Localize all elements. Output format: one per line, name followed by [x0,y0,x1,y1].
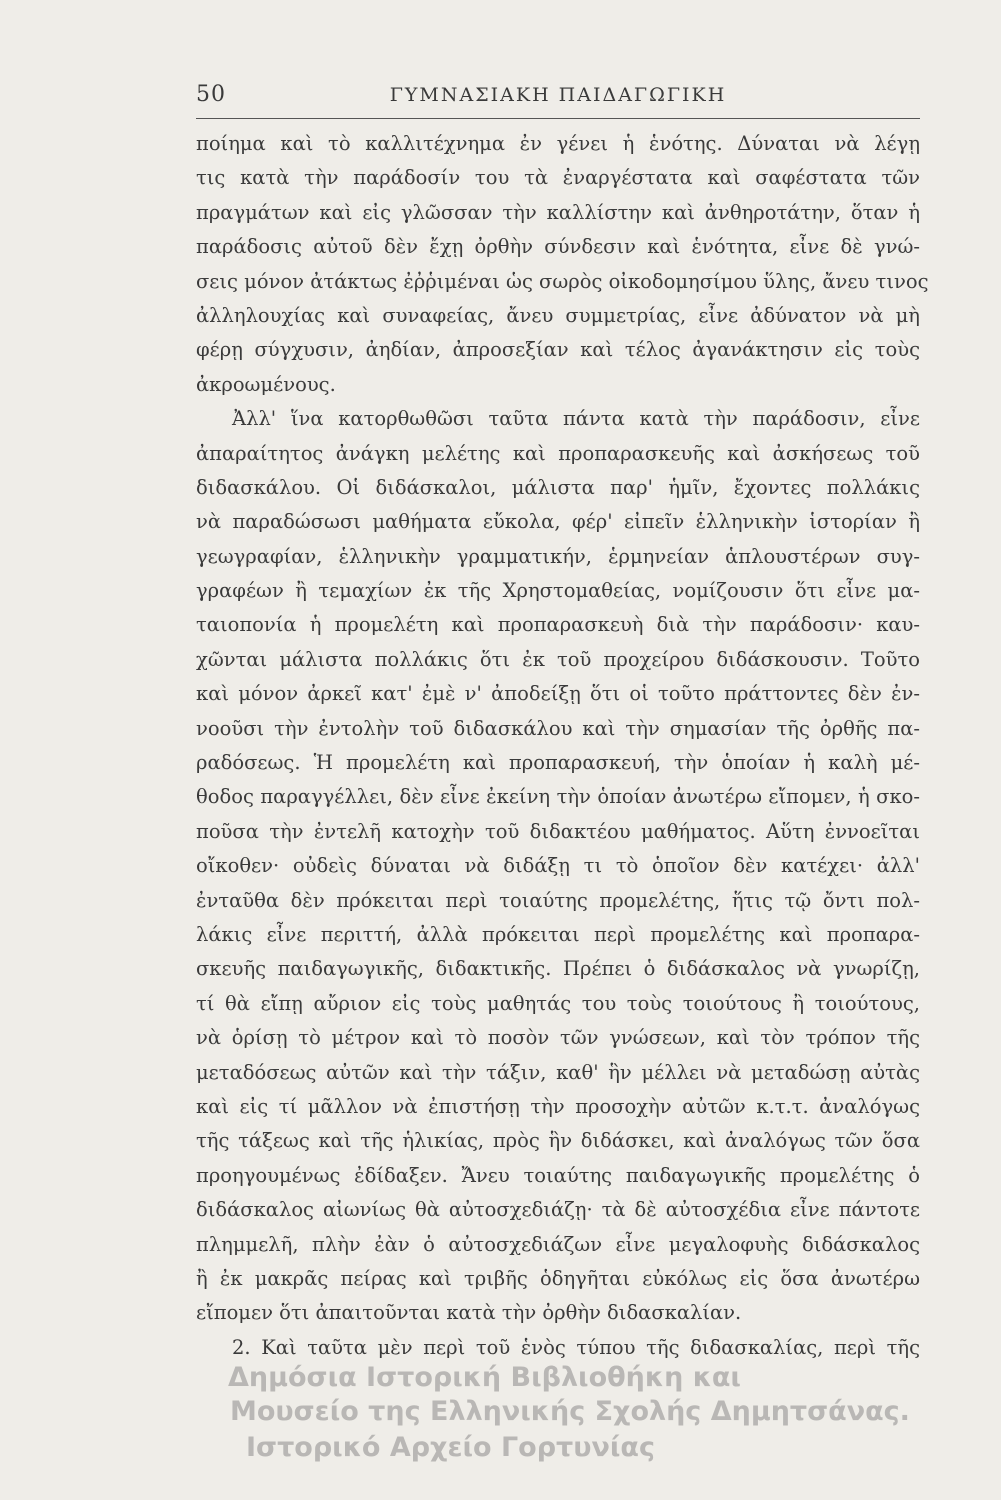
text-line: καὶ μόνον ἀρκεῖ κατ' ἐμὲ ν' ἀποδείξῃ ὅτι οἱ τοῦτο πράττοντες δὲν ἐν- [196,682,920,706]
text-line: χῶνται μάλιστα πολλάκις ὅτι ἐκ τοῦ προχείρου διδάσκουσιν. Τοῦτο [196,647,920,671]
text-line: πραγμάτων καὶ εἰς γλῶσσαν τὴν καλλίστην καὶ ἀνθηροτάτην, ὅταν ἡ [196,200,920,224]
watermark-line: Ιστορικό Αρχείο Γορτυνίας [246,1432,655,1463]
running-title: ΓΥΜΝΑΣΙΑΚΗ ΠΑΙΔΑΓΩΓΙΚΗ [389,84,727,106]
text-line: 2. Καὶ ταῦτα μὲν περὶ τοῦ ἑνὸς τύπου τῆς διδασκαλίας, περὶ τῆς [232,1335,920,1359]
text-line: νὰ ὁρίσῃ τὸ μέτρον καὶ τὸ ποσὸν τῶν γνώσεων, καὶ τὸν τρόπον τῆς [196,1026,920,1050]
text-line: ραδόσεως. Ἡ προμελέτη καὶ προπαρασκευή, τὴν ὁποίαν ἡ καλὴ μέ- [196,751,920,775]
text-line: πλημμελῆ, πλὴν ἐὰν ὁ αὐτοσχεδιάζων εἶνε μεγαλοφυὴς διδάσκαλος [196,1232,920,1256]
text-line: σκευῆς παιδαγωγικῆς, διδακτικῆς. Πρέπει ὁ διδάσκαλος νὰ γνωρίζῃ, [196,957,920,981]
page-header [196,82,920,119]
text-line: ἐνταῦθα δὲν πρόκειται περὶ τοιαύτης προμελέτης, ἥτις τῷ ὄντι πολ- [196,888,920,912]
text-line: λάκις εἶνε περιττή, ἀλλὰ πρόκειται περὶ προμελέτης καὶ προπαρα- [196,922,920,946]
text-line: διδάσκαλος αἰωνίως θὰ αὐτοσχεδιάζῃ· τὰ δὲ αὐτοσχέδια εἶνε πάντοτε [196,1198,920,1222]
text-line: ἀκροωμένους. [196,372,336,396]
text-line: Ἀλλ' ἵνα κατορθωθῶσι ταῦτα πάντα κατὰ τὴν παράδοσιν, εἶνε [232,407,920,431]
text-line: ποίημα καὶ τὸ καλλιτέχνημα ἐν γένει ἡ ἑνότης. Δύναται νὰ λέγῃ [196,132,920,155]
watermark-line: Μουσείο της Ελληνικής Σχολής Δημητσάνας. [230,1396,910,1427]
text-line: ταιοπονία ἡ προμελέτη καὶ προπαρασκευὴ διὰ τὴν παράδοσιν· καυ- [196,613,920,637]
text-line: μεταδόσεως αὐτῶν καὶ τὴν τάξιν, καθ' ἣν μέλλει νὰ μεταδώσῃ αὐτὰς [196,1060,920,1084]
text-line: φέρῃ σύγχυσιν, ἀηδίαν, ἀπροσεξίαν καὶ τέλος ἀγανάκτησιν εἰς τοὺς [196,338,920,362]
text-line: ἀπαραίτητος ἀνάγκη μελέτης καὶ προπαρασκευῆς καὶ ἀσκήσεως τοῦ [196,441,920,465]
page-number: 50 [196,82,226,107]
text-line: τις κατὰ τὴν παράδοσίν του τὰ ἐναργέστατα καὶ σαφέστατα τῶν [196,166,920,190]
text-line: ποῦσα τὴν ἐντελῆ κατοχὴν τοῦ διδακτέου μαθήματος. Αὕτη ἐννοεῖται [196,819,920,843]
text-line: προηγουμένως ἐδίδαξεν. Ἄνευ τοιαύτης παιδαγωγικῆς προμελέτης ὁ [196,1163,920,1187]
text-line: νὰ παραδώσωσι μαθήματα εὔκολα, φέρ' εἰπεῖν ἑλληνικὴν ἱστορίαν ἢ [196,510,920,534]
watermark-line: Δημόσια Ιστορική Βιβλιοθήκη και [228,1362,741,1393]
text-line: γραφέων ἢ τεμαχίων ἐκ τῆς Χρηστομαθείας, νομίζουσιν ὅτι εἶνε μα- [196,579,920,603]
text-line: καὶ εἰς τί μᾶλλον νὰ ἐπιστήσῃ τὴν προσοχὴν αὐτῶν κ.τ.τ. ἀναλόγως [196,1094,920,1118]
text-line: διδασκάλου. Οἱ διδάσκαλοι, μάλιστα παρ' ἡμῖν, ἔχοντες πολλάκις [196,475,920,499]
text-line: ἢ ἐκ μακρᾶς πείρας καὶ τριβῆς ὁδηγῆται εὐκόλως εἰς ὅσα ἀνωτέρω [196,1266,920,1290]
text-line: τί θὰ εἴπῃ αὔριον εἰς τοὺς μαθητάς του τοὺς τοιούτους ἢ τοιούτους, [196,991,920,1015]
text-line: γεωγραφίαν, ἑλληνικὴν γραμματικήν, ἑρμηνείαν ἁπλουστέρων συγ- [196,544,920,568]
text-line: θοδος παραγγέλλει, δὲν εἶνε ἐκείνη τὴν ὁποίαν ἀνωτέρω εἴπομεν, ἡ σκο- [196,785,920,809]
text-line: τῆς τάξεως καὶ τῆς ἡλικίας, πρὸς ἣν διδάσκει, καὶ ἀναλόγως τῶν ὅσα [196,1129,920,1153]
text-line: ἀλληλουχίας καὶ συναφείας, ἄνευ συμμετρίας, εἶνε ἀδύνατον νὰ μὴ [196,303,920,327]
text-line: οἴκοθεν· οὐδεὶς δύναται νὰ διδάξῃ τι τὸ ὁποῖον δὲν κατέχει· ἀλλ' [196,854,920,878]
text-line: νοοῦσι τὴν ἐντολὴν τοῦ διδασκάλου καὶ τὴν σημασίαν τῆς ὀρθῆς πα- [196,716,920,740]
text-line: σεις μόνον ἀτάκτως ἐῤῥιμέναι ὡς σωρὸς οἰκοδομησίμου ὕλης, ἄνευ τινος [196,269,929,293]
text-line: εἴπομεν ὅτι ἀπαιτοῦνται κατὰ τὴν ὀρθὴν διδασκαλίαν. [196,1301,742,1325]
text-line: παράδοσις αὐτοῦ δὲν ἔχῃ ὀρθὴν σύνδεσιν καὶ ἑνότητα, εἶνε δὲ γνώ- [196,235,920,259]
body-text [196,127,929,1365]
